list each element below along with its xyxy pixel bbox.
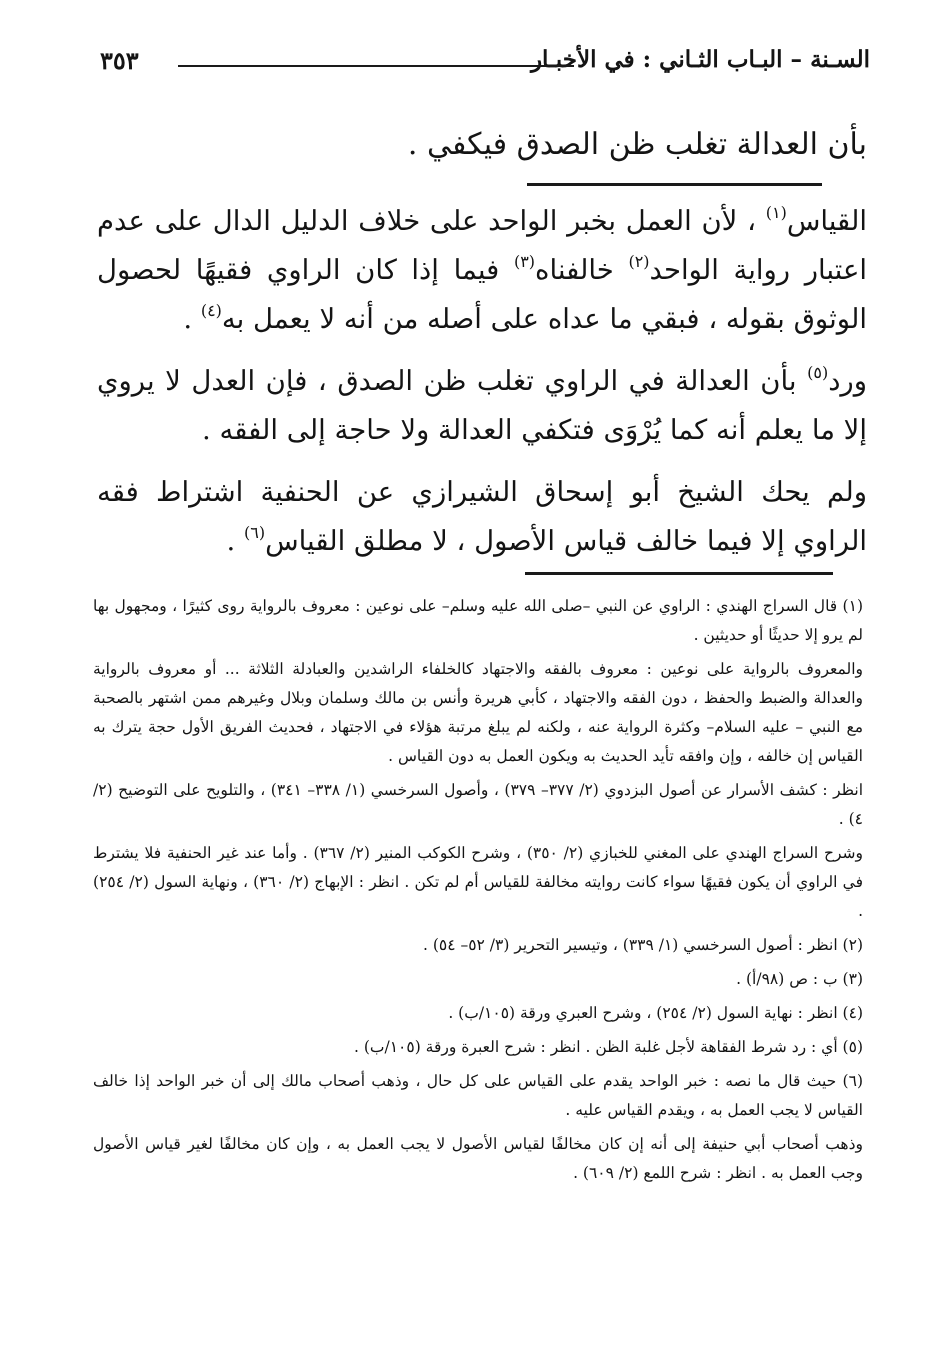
footnote: (٢) انظر : أصول السرخسي (١/ ٣٣٩) ، وتيسير التحرير (٣/ ٥٢– ٥٤) . <box>422 936 863 954</box>
chapter-title: السـنة – البـاب الثـاني : في الأخبـار <box>530 46 870 73</box>
footnote-ref: (٥) <box>807 362 829 382</box>
paragraph-qiyas <box>97 197 867 344</box>
footnote-ref: (١) <box>765 202 787 222</box>
text-span: ورد <box>828 365 867 397</box>
page-number: ٣٥٣ <box>100 46 139 75</box>
footnote: (٦) حيث قال ما نصه : خبر الواحد يقدم على القياس على كل حال ، وذهب أصحاب مالك إلى أن خبر الواحد إذا خالف القياس لا يجب العمل به ، ويقدم القياس عليه . <box>93 1072 863 1119</box>
text-span: بأن العدالة في الراوي تغلب ظن الصدق ، فإن العدل لا يروي إلا ما يعلم أنه كما يُرْوَى فتكفي العدالة ولا حاجة إلى الفقه . <box>97 365 867 446</box>
section-divider <box>527 183 822 186</box>
footnote: وشرح السراج الهندي على المغني للخبازي (٢/ ٣٥٠) ، وشرح الكوكب المنير (٢/ ٣٦٧) . وأما عند غير الحنفية فلا يشترط في الراوي أن يكون فقيهًا سواء كانت روايته مخالفة للقياس أم لم تكن . انظر : الإبهاج (٢/ ٣٦٠) ، ونهاية السول (٢/ ٢٥٤) . <box>93 844 864 920</box>
text-span: . <box>226 525 244 557</box>
continuation-line: بأن العدالة تغلب ظن الصدق فيكفي . <box>407 127 867 162</box>
header-rule <box>178 65 574 67</box>
footnote: (٥) أي : رد شرط الفقاهة لأجل غلبة الظن . انظر : شرح العبرة ورقة (١٠٥/ب) . <box>354 1038 863 1056</box>
main-text <box>97 197 867 579</box>
text-span: ولم يحك الشيخ أبو إسحاق الشيرازي عن الحنفية اشتراط فقه الراوي إلا فيما خالف قياس الأصول ، لا مطلق القياس <box>97 476 867 557</box>
text-span: . <box>183 303 201 335</box>
footnote: (٣) ب : ص (٩٨/أ) . <box>736 970 863 988</box>
footnote: انظر : كشف الأسرار عن أصول البزدوي (٢/ ٣٧٧– ٣٧٩) ، وأصول السرخسي (١/ ٣٣٨– ٣٤١) ، والتلويح على التوضيح (٢/ ٤) . <box>93 781 864 828</box>
paragraph-shirazi <box>97 468 867 566</box>
text-span: ، لأن العمل بخبر الواحد على خلاف الدليل الدال على عدم اعتبار رواية الواحد <box>97 205 868 286</box>
footnotes <box>93 592 863 1193</box>
footnote-ref: (٤) <box>200 300 222 320</box>
footnote-ref: (٦) <box>244 522 266 542</box>
footnote: (١) قال السراج الهندي : الراوي عن النبي –صلى الله عليه وسلم– على نوعين : معروف بالرواية روى كثيرًا ، ومجهول بها لم يرو إلا حديثًا أو حديثين . <box>93 597 863 644</box>
footnote: وذهب أصحاب أبي حنيفة إلى أنه إن كان مخالفًا لقياس الأصول لا يجب العمل به ، وإن كان مخالفًا لغير قياس الأصول وجب العمل به . انظر : شرح اللمع (٢/ ٦٠٩) . <box>93 1135 863 1182</box>
paragraph-rebuttal <box>97 357 867 455</box>
footnotes-divider <box>525 572 833 575</box>
text-span: خالفناه <box>535 254 629 286</box>
footnote: (٤) انظر : نهاية السول (٢/ ٢٥٤) ، وشرح العبري ورقة (١٠٥/ب) . <box>448 1004 863 1022</box>
text-span: فيما إذا كان الراوي فقيهًا لحصول الوثوق بقوله ، فبقي ما عداه على أصله من أنه لا يعمل به <box>97 254 867 335</box>
running-header <box>100 44 870 84</box>
text-span: القياس <box>786 205 867 237</box>
footnote-ref: (٣) <box>513 251 536 271</box>
footnote-ref: (٢) <box>628 251 650 271</box>
footnote: والمعروف بالرواية على نوعين : معروف بالفقه والاجتهاد كالخلفاء الراشدين والعبادلة الثلاثة ... أو معروف بالرواية والعدالة والضبط والحفظ ، دون الفقه والاجتهاد ، كأبي هريرة وأنس بن مالك وسلمان وبلال وغيرهم ممن اشتهر بالصحبة مع النبي – عليه السلام– وكثرة الرواية عنه ، ولكنه لم يبلغ مرتبة هؤلاء في الاجتهاد ، فحديث الفريق الأول حجة يترك به القياس إن خالفه ، وإن وافقه تأيد الحديث به ويكون العمل به دون القياس . <box>93 660 863 765</box>
